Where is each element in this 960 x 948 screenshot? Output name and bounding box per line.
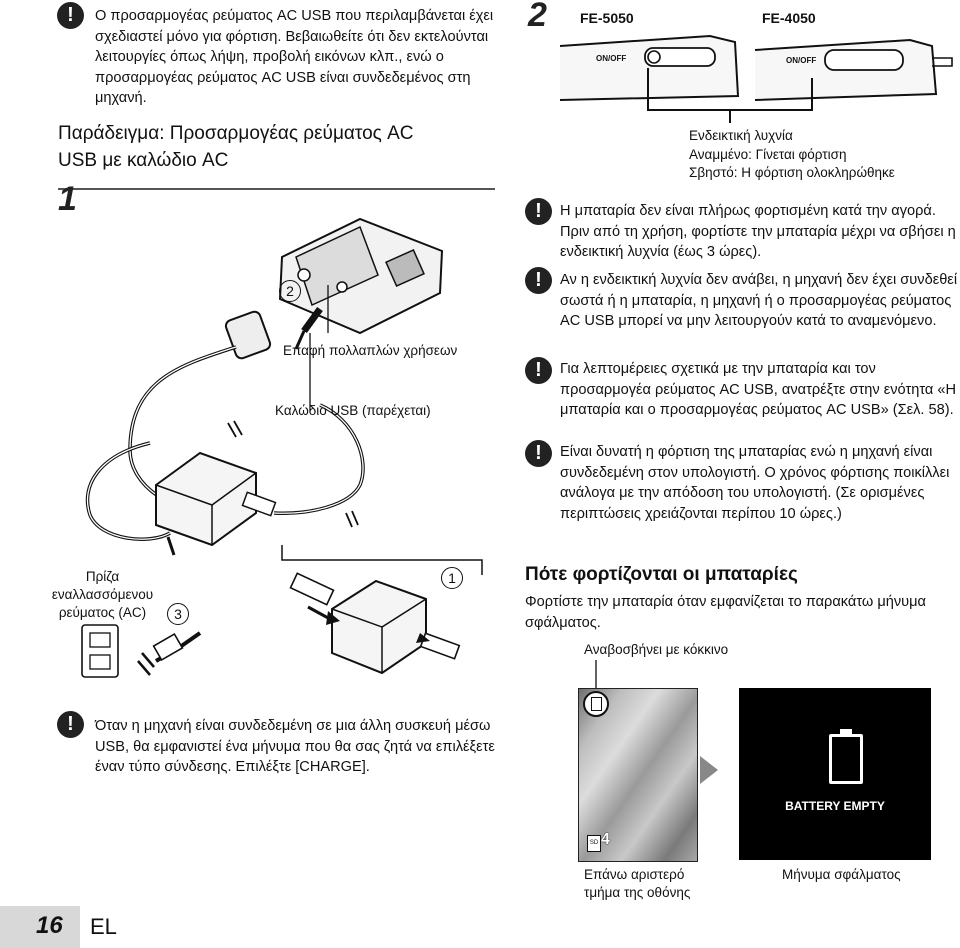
callout-1: 1 (441, 567, 463, 589)
adapter-bottom (332, 581, 426, 673)
onoff-label-b: ON/OFF (786, 56, 817, 65)
model-fe4050: FE-4050 (762, 10, 816, 26)
caption-screen-corner-line2: τμήμα της οθόνης (584, 885, 691, 900)
charging-only-note: Ο προσαρμογέας ρεύματος AC USB που περιλαμβάνεται έχει σχεδιαστεί μόνο για φόρτιση. Βεβαιωθείτε ότι δεν εκτελούνται λειτουργίες όπως λήψη, προβολή εικόνων κλπ., ενώ ο προσαρμογέας ρεύματος AC USB είναι συνδεδεμένος στη μηχανή. (95, 8, 494, 106)
note-indicator-not-lit: Αν η ενδεικτική λυχνία δεν ανάβει, η μηχανή δεν έχει συνδεθεί σωστά ή η μπαταρία, η μηχανή ή ο προσαρμογέας ρεύματος AC USB μπορεί να μην λειτουργούν κατά το αναμενόμενο. (560, 272, 958, 329)
label-ac-outlet-line1: Πρίζα (85, 569, 120, 584)
caution-icon: ! (525, 357, 552, 384)
when-to-charge-text: Φορτίστε την μπαταρία όταν εμφανίζεται το παρακάτω μήνυμα σφάλματος. (525, 594, 926, 631)
blink-pointer (590, 660, 610, 690)
label-usb-cable: Καλώδιο USB (παρέχεται) (275, 403, 431, 418)
sd-card-icon: SD (587, 835, 601, 852)
note-battery-details: Για λεπτομέρειες σχετικά με την μπαταρία και τον προσαρμογέα ρεύματος AC USB, ανατρέξτε στην ενότητα «Η μπαταρία και ο προσαρμογέας ρεύματος AC USB» (Σελ. 58). (560, 361, 957, 418)
battery-blink-icon (583, 691, 609, 717)
callout-2: 2 (279, 280, 301, 302)
indicator-off: Σβηστό: Η φόρτιση ολοκληρώθηκε (689, 165, 895, 180)
battery-empty-message: BATTERY EMPTY (785, 799, 885, 813)
step-1-number: 1 (58, 180, 77, 218)
error-screen (739, 688, 931, 860)
step-2-number: 2 (528, 0, 547, 34)
label-ac-outlet (50, 568, 155, 622)
when-to-charge-title: Πότε φορτίζονται οι μπαταρίες (525, 564, 798, 585)
language-code: EL (90, 914, 117, 939)
caution-icon: ! (57, 2, 84, 29)
shots-remaining: 4 (601, 831, 610, 848)
label-ac-outlet-line3: ρεύματος (AC) (58, 605, 147, 620)
arrow-icon (700, 756, 718, 784)
caution-icon: ! (525, 440, 552, 467)
note-not-fully-charged: Η μπαταρία δεν είναι πλήρως φορτισμένη κατά την αγορά. Πριν από τη χρήση, φορτίστε την μπαταρία μέχρι να σβήσει η ενδεικτική λυχνία (έως 3 ώρες). (560, 203, 956, 260)
label-ac-outlet-line2: εναλλασσόμενου (51, 587, 154, 602)
indicator-title: Ενδεικτική λυχνία (689, 128, 793, 143)
usb-connection-note: Όταν η μηχανή είναι συνδεδεμένη σε μια άλλη συσκευή μέσω USB, θα εμφανιστεί ένα μήνυμα που θα σας ζητά να επιλέξετε έναν τύπο σύνδεσης. Επιλέξτε [CHARGE]. (95, 718, 495, 775)
caution-icon: ! (525, 198, 552, 225)
caution-icon: ! (57, 711, 84, 738)
example-title-line1: Παράδειγμα: Προσαρμογέας ρεύματος AC (58, 123, 414, 144)
caption-screen-corner (584, 866, 690, 902)
page-number: 16 (36, 912, 63, 939)
empty-battery-icon (829, 734, 863, 784)
onoff-label-a: ON/OFF (596, 54, 627, 63)
adapter-top (156, 453, 256, 545)
section-divider (58, 188, 495, 190)
caution-icon: ! (525, 267, 552, 294)
example-title-line2: USB με καλώδιο AC (58, 150, 229, 171)
label-multi-connector: Επαφή πολλαπλών χρήσεων (283, 343, 458, 358)
blink-red-label: Αναβοσβήνει με κόκκινο (584, 642, 729, 657)
note-computer-charging: Είναι δυνατή η φόρτιση της μπαταρίας ενώ η μηχανή είναι συνδεδεμένη στον υπολογιστή. Ο χρόνος φόρτισης ποικίλλει ανάλογα με την απόδοση του υπολογιστή. (Σε ορισμένες περιπτώσεις χρειάζονται περίπου 10 ώρες.) (560, 444, 950, 522)
example-title (58, 120, 498, 174)
screen-top-left-image (578, 688, 698, 862)
model-fe5050: FE-5050 (580, 10, 634, 26)
wall-outlet (82, 625, 118, 677)
caption-error-message: Μήνυμα σφάλματος (782, 867, 901, 882)
indicator-on: Αναμμένο: Γίνεται φόρτιση (689, 146, 847, 162)
camera-illustration (280, 219, 442, 333)
camera-top-views (560, 28, 960, 123)
caption-screen-corner-line1: Επάνω αριστερό (584, 867, 685, 882)
indicator-legend (689, 127, 895, 183)
callout-3: 3 (167, 603, 189, 625)
